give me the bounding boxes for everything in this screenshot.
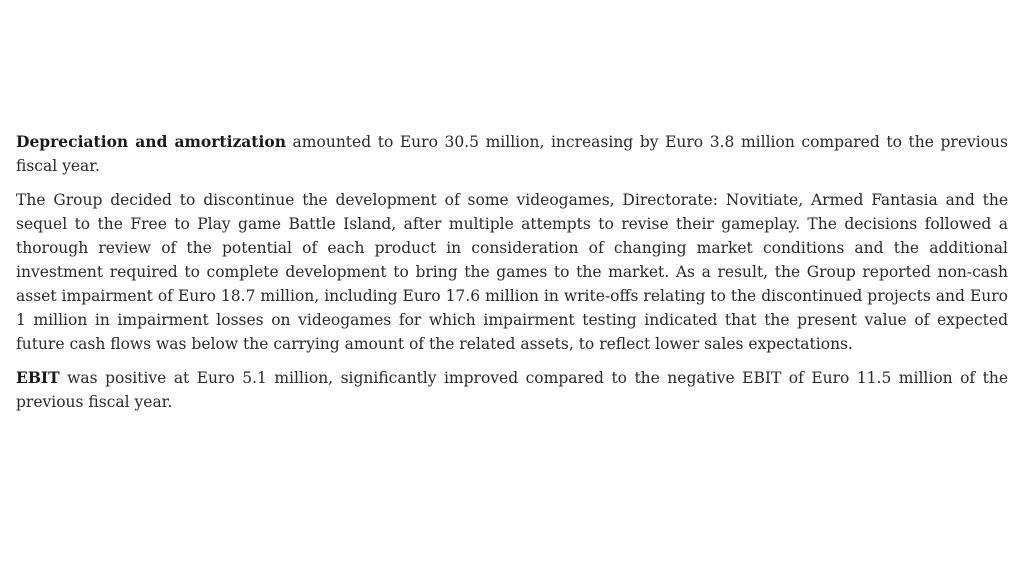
document-body bbox=[16, 130, 1008, 424]
paragraph-discontinued-games-text: The Group decided to discontinue the development of some videogames, Directorate: Novitiate, Armed Fantasia and the sequel to the Free to Play game Battle Island, after multiple attempts to revise their gameplay. The decisions followed a thorough review of the potential of each product in consideration of changing market conditions and the additional investment required to complete development to bring the games to the market. As a result, the Group reported non-cash asset impairment of Euro 18.7 million, including Euro 17.6 million in write-offs relating to the discontinued projects and Euro 1 million in impairment losses on videogames for which impairment testing indicated that the present value of expected future cash flows was below the carrying amount of the related assets, to reflect lower sales expectations. bbox=[16, 191, 1008, 353]
paragraph-depreciation-text: amounted to Euro 30.5 million, increasing by Euro 3.8 million compared to the previous fiscal year. bbox=[16, 133, 1008, 175]
paragraph-depreciation-heading: Depreciation and amortization bbox=[16, 132, 286, 151]
paragraph-depreciation bbox=[16, 130, 1008, 178]
paragraph-ebit-text: was positive at Euro 5.1 million, significantly improved compared to the negative EBIT of Euro 11.5 million of the previous fiscal year. bbox=[16, 369, 1008, 411]
paragraph-ebit-heading: EBIT bbox=[16, 368, 60, 387]
paragraph-discontinued-games bbox=[16, 188, 1008, 356]
paragraph-ebit bbox=[16, 366, 1008, 414]
